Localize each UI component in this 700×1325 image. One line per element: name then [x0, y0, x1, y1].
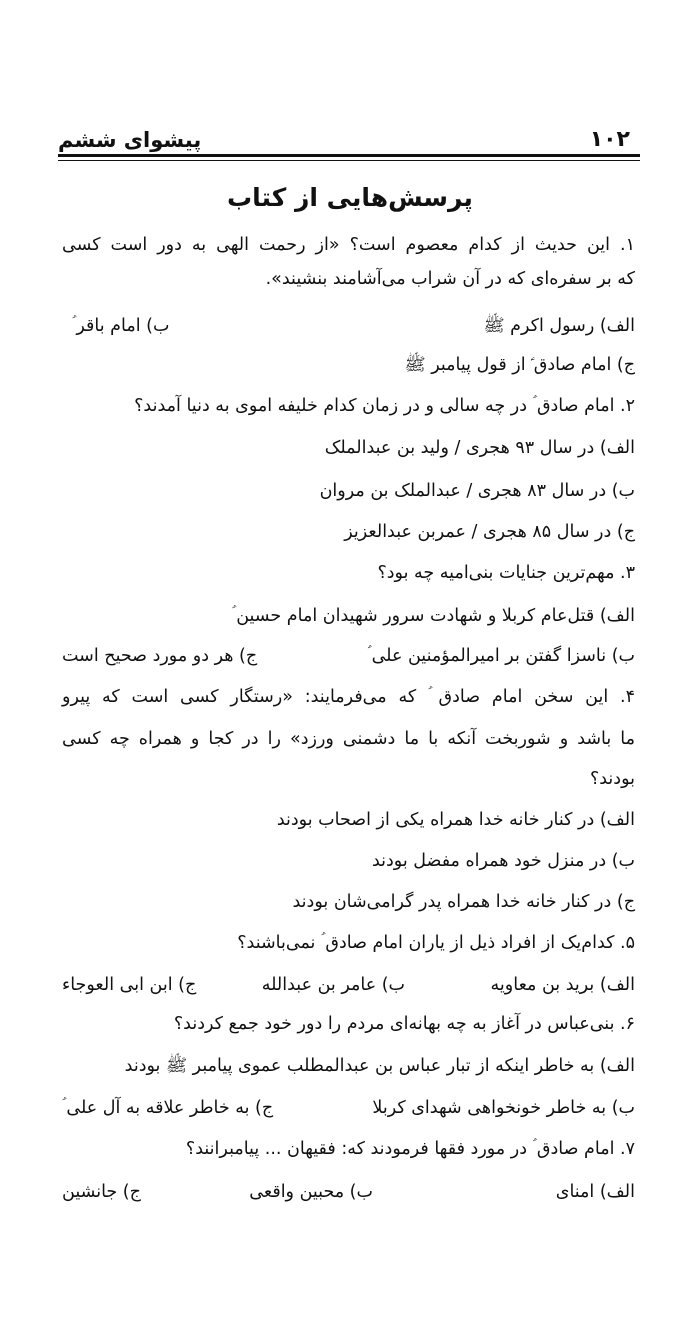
question-6-line-1: ۶. بنی‌عباس در آغاز به چه بهانه‌ای مردم را دور خود جمع کردند؟	[173, 1014, 635, 1034]
question-1-line-2: که بر سفره‌ای که در آن شراب می‌آشامند بنشیند».	[265, 269, 635, 289]
question-7-option-b: ب) محبین واقعی	[249, 1182, 373, 1202]
question-4-line-2: ما باشد و شوربخت آنکه با ما دشمنی ورزد» را در کجا و همراه چه کسی	[62, 729, 635, 749]
question-1-option-b: ب) امام باقر ؑ	[72, 316, 170, 336]
question-1-option-a: الف) رسول اکرم ﷺ	[483, 316, 635, 336]
question-5-option-c: ج) ابن ابی العوجاء	[62, 975, 197, 995]
question-4-line-3: بودند؟	[589, 769, 635, 789]
question-3-option-c: ج) هر دو مورد صحیح است	[62, 646, 258, 666]
question-1-options-row-1	[62, 311, 635, 341]
question-4-option-a: الف) در کنار خانه خدا همراه یکی از اصحاب بودند	[276, 810, 635, 830]
question-6-option-b: ب) به خاطر خونخواهی شهدای کربلا	[372, 1098, 635, 1118]
question-5-options-row	[62, 970, 635, 1000]
question-5-option-a: الف) برید بن معاویه	[490, 975, 635, 995]
question-2-option-a: الف) در سال ۹۳ هجری / ولید بن عبدالملک	[324, 438, 635, 458]
question-3-line-1: ۳. مهم‌ترین جنایات بنی‌امیه چه بود؟	[377, 563, 635, 583]
header-rule-thin	[58, 160, 640, 161]
section-title: پرسش‌هایی از کتاب	[227, 183, 473, 212]
question-1-line-1: ۱. این حدیث از کدام معصوم است؟ «از رحمت الهی به دور است کسی	[62, 235, 635, 255]
question-3-option-a: الف) قتل‌عام کربلا و شهادت سرور شهیدان امام حسین ؑ	[231, 606, 635, 626]
question-4-option-b: ب) در منزل خود همراه مفضل بودند	[371, 851, 635, 871]
header-rule-thick	[58, 154, 640, 157]
question-4-line-1: ۴. این سخن امام صادق ؑ که می‌فرمایند: «رستگار کسی است که پیرو	[62, 687, 635, 707]
question-6-options-row-2	[62, 1093, 635, 1123]
question-7-line-1: ۷. امام صادق ؑ در مورد فقها فرمودند که: فقیهان ... پیامبرانند؟	[185, 1139, 635, 1159]
question-6-option-c: ج) به خاطر علاقه به آل علی ؑ	[62, 1098, 274, 1118]
question-3-options-row-2	[62, 641, 635, 671]
question-7-option-c: ج) جانشین	[62, 1182, 141, 1202]
page-header	[58, 122, 630, 152]
question-2-option-b: ب) در سال ۸۳ هجری / عبدالملک بن مروان	[319, 481, 635, 501]
running-head-title: پیشوای ششم	[58, 128, 202, 152]
question-2-line-1: ۲. امام صادق ؑ در چه سالی و در زمان کدام خلیفه اموی به دنیا آمدند؟	[134, 396, 635, 416]
question-2-option-c: ج) در سال ۸۵ هجری / عمربن عبدالعزیز	[344, 522, 635, 542]
question-4-option-c: ج) در کنار خانه خدا همراه پدر گرامی‌شان بودند	[292, 892, 635, 912]
page-number: ۱۰۲	[589, 127, 630, 152]
question-7-options-row	[62, 1177, 635, 1207]
question-1-option-c: ج) امام صادق ؑ از قول پیامبر ﷺ	[404, 355, 635, 375]
question-3-option-b: ب) ناسزا گفتن بر امیرالمؤمنین علی ؑ	[367, 646, 635, 666]
question-6-option-a: الف) به خاطر اینکه از تبار عباس بن عبدالمطلب عموی پیامبر ﷺ بودند	[124, 1056, 635, 1076]
question-5-line-1: ۵. کدام‌یک از افراد ذیل از یاران امام صادق ؑ نمی‌باشند؟	[237, 933, 635, 953]
question-7-option-a: الف) امنای	[555, 1182, 635, 1202]
question-5-option-b: ب) عامر بن عبدالله	[261, 975, 405, 995]
